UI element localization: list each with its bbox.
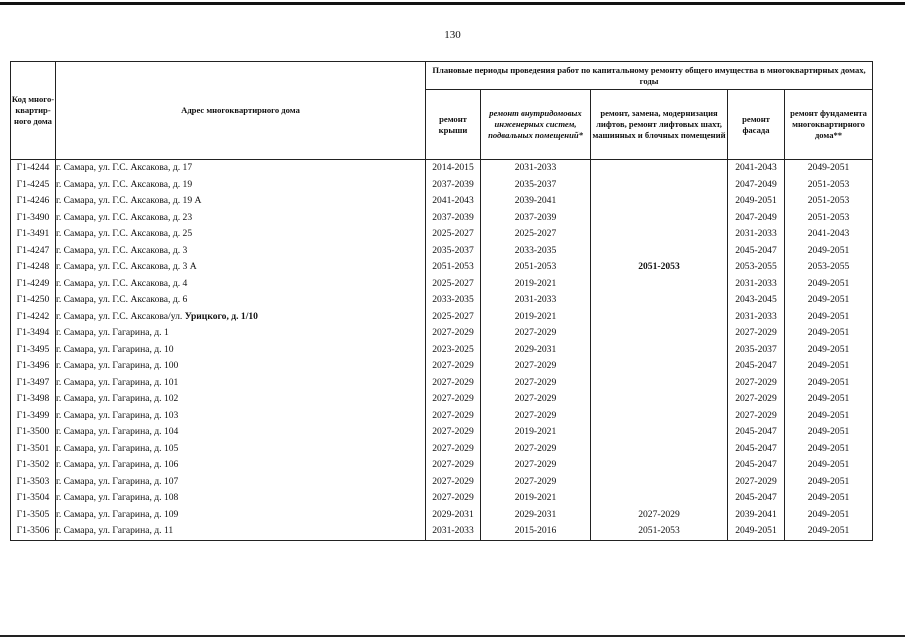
address-text: г. Самара, ул. Г.С. Аксакова, д. 3 xyxy=(56,244,188,256)
cell-code: Г1-4250 xyxy=(11,292,56,309)
table-row xyxy=(11,441,873,458)
cell-facade: 2049-2051 xyxy=(728,193,785,210)
cell-address xyxy=(56,226,426,243)
cell-systems: 2015-2016 xyxy=(481,523,591,540)
cell-lifts xyxy=(591,226,728,243)
cell-roof: 2027-2029 xyxy=(426,424,481,441)
table-row xyxy=(11,358,873,375)
address-text: г. Самара, ул. Г.С. Аксакова, д. 3 А xyxy=(56,261,197,273)
cell-roof: 2025-2027 xyxy=(426,276,481,293)
cell-foundation: 2041-2043 xyxy=(785,226,873,243)
cell-roof: 2027-2029 xyxy=(426,441,481,458)
cell-code: Г1-3500 xyxy=(11,424,56,441)
table-row xyxy=(11,474,873,491)
cell-roof: 2027-2029 xyxy=(426,457,481,474)
cell-code: Г1-3501 xyxy=(11,441,56,458)
header-lifts: ремонт, замена, модернизация лифтов, ремонт лифтовых шахт, машинных и блочных помещений xyxy=(591,90,728,160)
cell-facade: 2027-2029 xyxy=(728,408,785,425)
cell-systems: 2027-2029 xyxy=(481,441,591,458)
cell-systems: 2027-2029 xyxy=(481,474,591,491)
cell-lifts xyxy=(591,391,728,408)
cell-address xyxy=(56,342,426,359)
cell-foundation: 2049-2051 xyxy=(785,375,873,392)
cell-address xyxy=(56,243,426,260)
address-text: г. Самара, ул. Г.С. Аксакова, д. 17 xyxy=(56,162,193,174)
address-text: г. Самара, ул. Г.С. Аксакова, д. 19 xyxy=(56,178,193,190)
cell-lifts xyxy=(591,408,728,425)
cell-facade: 2053-2055 xyxy=(728,259,785,276)
cell-lifts xyxy=(591,474,728,491)
table-row xyxy=(11,193,873,210)
cell-address xyxy=(56,276,426,293)
cell-lifts xyxy=(591,358,728,375)
cell-code: Г1-3497 xyxy=(11,375,56,392)
cell-code: Г1-3498 xyxy=(11,391,56,408)
cell-lifts xyxy=(591,193,728,210)
cell-lifts xyxy=(591,424,728,441)
table-row xyxy=(11,375,873,392)
cell-roof: 2051-2053 xyxy=(426,259,481,276)
address-text: г. Самара, ул. Г.С. Аксакова/ул. xyxy=(56,310,185,322)
cell-address xyxy=(56,160,426,177)
header-roof: ремонт крыши xyxy=(426,90,481,160)
cell-code: Г1-3491 xyxy=(11,226,56,243)
cell-code: Г1-3505 xyxy=(11,507,56,524)
cell-roof: 2041-2043 xyxy=(426,193,481,210)
cell-lifts xyxy=(591,210,728,227)
table-row xyxy=(11,309,873,326)
cell-foundation: 2049-2051 xyxy=(785,441,873,458)
cell-roof: 2029-2031 xyxy=(426,507,481,524)
cell-address xyxy=(56,210,426,227)
address-text: г. Самара, ул. Гагарина, д. 103 xyxy=(56,409,179,421)
table-row xyxy=(11,424,873,441)
cell-foundation: 2049-2051 xyxy=(785,342,873,359)
table-row xyxy=(11,210,873,227)
cell-lifts: 2027-2029 xyxy=(591,507,728,524)
address-text: г. Самара, ул. Г.С. Аксакова, д. 23 xyxy=(56,211,193,223)
cell-foundation: 2049-2051 xyxy=(785,292,873,309)
cell-foundation: 2049-2051 xyxy=(785,408,873,425)
cell-address xyxy=(56,375,426,392)
cell-facade: 2031-2033 xyxy=(728,276,785,293)
cell-roof: 2037-2039 xyxy=(426,210,481,227)
cell-foundation: 2051-2053 xyxy=(785,193,873,210)
cell-facade: 2027-2029 xyxy=(728,474,785,491)
cell-address xyxy=(56,309,426,326)
cell-roof: 2014-2015 xyxy=(426,160,481,177)
cell-foundation: 2049-2051 xyxy=(785,490,873,507)
address-text: г. Самара, ул. Гагарина, д. 104 xyxy=(56,426,179,438)
cell-facade: 2045-2047 xyxy=(728,358,785,375)
cell-address xyxy=(56,457,426,474)
cell-code: Г1-3499 xyxy=(11,408,56,425)
cell-roof: 2027-2029 xyxy=(426,490,481,507)
header-address: Адрес многоквартирного дома xyxy=(56,62,426,160)
cell-roof: 2037-2039 xyxy=(426,177,481,194)
table-row xyxy=(11,408,873,425)
table-row xyxy=(11,325,873,342)
cell-facade: 2041-2043 xyxy=(728,160,785,177)
cell-code: Г1-3502 xyxy=(11,457,56,474)
cell-lifts xyxy=(591,457,728,474)
cell-lifts xyxy=(591,177,728,194)
cell-systems: 2027-2029 xyxy=(481,457,591,474)
cell-facade: 2039-2041 xyxy=(728,507,785,524)
cell-address xyxy=(56,507,426,524)
address-text: г. Самара, ул. Г.С. Аксакова, д. 6 xyxy=(56,294,188,306)
cell-code: Г1-3503 xyxy=(11,474,56,491)
cell-address xyxy=(56,292,426,309)
cell-foundation: 2049-2051 xyxy=(785,243,873,260)
cell-lifts xyxy=(591,342,728,359)
address-text: г. Самара, ул. Гагарина, д. 105 xyxy=(56,442,179,454)
table-row xyxy=(11,276,873,293)
cell-facade: 2027-2029 xyxy=(728,375,785,392)
cell-systems: 2035-2037 xyxy=(481,177,591,194)
cell-lifts xyxy=(591,375,728,392)
header-code: Код много-квартир-ного дома xyxy=(11,62,56,160)
cell-systems: 2039-2041 xyxy=(481,193,591,210)
header-group: Плановые периоды проведения работ по капитальному ремонту общего имущества в многоквартирных домах, годы xyxy=(426,62,873,90)
cell-code: Г1-4245 xyxy=(11,177,56,194)
cell-code: Г1-4246 xyxy=(11,193,56,210)
cell-foundation: 2049-2051 xyxy=(785,358,873,375)
cell-systems: 2027-2029 xyxy=(481,358,591,375)
address-text: г. Самара, ул. Гагарина, д. 109 xyxy=(56,508,179,520)
cell-lifts: 2051-2053 xyxy=(591,523,728,540)
header-facade: ремонт фасада xyxy=(728,90,785,160)
cell-systems: 2037-2039 xyxy=(481,210,591,227)
address-text: г. Самара, ул. Г.С. Аксакова, д. 4 xyxy=(56,277,188,289)
address-text: г. Самара, ул. Гагарина, д. 102 xyxy=(56,393,179,405)
cell-roof: 2025-2027 xyxy=(426,309,481,326)
header-systems: ремонт внутридомовых инженерных систем, подвальных помещений* xyxy=(481,90,591,160)
top-rule xyxy=(0,2,905,5)
cell-code: Г1-4242 xyxy=(11,309,56,326)
cell-facade: 2045-2047 xyxy=(728,490,785,507)
address-text: г. Самара, ул. Г.С. Аксакова, д. 25 xyxy=(56,228,193,240)
cell-roof: 2025-2027 xyxy=(426,226,481,243)
cell-facade: 2045-2047 xyxy=(728,424,785,441)
cell-code: Г1-3496 xyxy=(11,358,56,375)
address-text: г. Самара, ул. Гагарина, д. 108 xyxy=(56,492,179,504)
cell-roof: 2031-2033 xyxy=(426,523,481,540)
cell-code: Г1-3506 xyxy=(11,523,56,540)
address-text: г. Самара, ул. Гагарина, д. 101 xyxy=(56,376,179,388)
cell-facade: 2045-2047 xyxy=(728,457,785,474)
cell-lifts: 2051-2053 xyxy=(591,259,728,276)
cell-address xyxy=(56,358,426,375)
cell-lifts xyxy=(591,441,728,458)
cell-address xyxy=(56,325,426,342)
cell-address xyxy=(56,391,426,408)
cell-foundation: 2049-2051 xyxy=(785,457,873,474)
table-row xyxy=(11,177,873,194)
cell-roof: 2023-2025 xyxy=(426,342,481,359)
cell-systems: 2019-2021 xyxy=(481,276,591,293)
cell-facade: 2045-2047 xyxy=(728,243,785,260)
table-row xyxy=(11,507,873,524)
address-text: г. Самара, ул. Гагарина, д. 1 xyxy=(56,327,169,339)
cell-lifts xyxy=(591,243,728,260)
cell-address xyxy=(56,193,426,210)
cell-facade: 2047-2049 xyxy=(728,210,785,227)
cell-systems: 2027-2029 xyxy=(481,391,591,408)
cell-code: Г1-3490 xyxy=(11,210,56,227)
table-row xyxy=(11,457,873,474)
cell-roof: 2027-2029 xyxy=(426,358,481,375)
cell-lifts xyxy=(591,309,728,326)
cell-facade: 2027-2029 xyxy=(728,391,785,408)
cell-facade: 2027-2029 xyxy=(728,325,785,342)
cell-address xyxy=(56,441,426,458)
cell-address xyxy=(56,259,426,276)
cell-foundation: 2049-2051 xyxy=(785,309,873,326)
cell-lifts xyxy=(591,160,728,177)
cell-foundation: 2049-2051 xyxy=(785,424,873,441)
address-text: г. Самара, ул. Гагарина, д. 10 xyxy=(56,343,174,355)
cell-lifts xyxy=(591,490,728,507)
cell-roof: 2027-2029 xyxy=(426,391,481,408)
table-row xyxy=(11,523,873,540)
cell-systems: 2033-2035 xyxy=(481,243,591,260)
cell-facade: 2045-2047 xyxy=(728,441,785,458)
cell-systems: 2031-2033 xyxy=(481,292,591,309)
table-row xyxy=(11,490,873,507)
cell-foundation: 2051-2053 xyxy=(785,210,873,227)
cell-foundation: 2049-2051 xyxy=(785,276,873,293)
table-row xyxy=(11,226,873,243)
cell-foundation: 2053-2055 xyxy=(785,259,873,276)
address-text: г. Самара, ул. Гагарина, д. 106 xyxy=(56,459,179,471)
address-text: г. Самара, ул. Гагарина, д. 100 xyxy=(56,360,179,372)
cell-code: Г1-3495 xyxy=(11,342,56,359)
cell-foundation: 2049-2051 xyxy=(785,474,873,491)
cell-roof: 2027-2029 xyxy=(426,408,481,425)
table-row xyxy=(11,342,873,359)
cell-address xyxy=(56,474,426,491)
cell-facade: 2031-2033 xyxy=(728,309,785,326)
cell-foundation: 2049-2051 xyxy=(785,391,873,408)
table-row xyxy=(11,259,873,276)
cell-systems: 2025-2027 xyxy=(481,226,591,243)
cell-code: Г1-3494 xyxy=(11,325,56,342)
cell-facade: 2035-2037 xyxy=(728,342,785,359)
cell-systems: 2027-2029 xyxy=(481,325,591,342)
cell-lifts xyxy=(591,325,728,342)
capital-repair-table xyxy=(10,61,873,541)
cell-roof: 2033-2035 xyxy=(426,292,481,309)
cell-systems: 2031-2033 xyxy=(481,160,591,177)
cell-systems: 2029-2031 xyxy=(481,507,591,524)
cell-systems: 2019-2021 xyxy=(481,424,591,441)
cell-code: Г1-4244 xyxy=(11,160,56,177)
page-number: 130 xyxy=(444,29,461,41)
address-text: г. Самара, ул. Гагарина, д. 107 xyxy=(56,475,179,487)
cell-systems: 2027-2029 xyxy=(481,375,591,392)
cell-code: Г1-4247 xyxy=(11,243,56,260)
table-body xyxy=(11,160,873,541)
bottom-rule xyxy=(0,635,905,637)
cell-code: Г1-3504 xyxy=(11,490,56,507)
address-text: г. Самара, ул. Г.С. Аксакова, д. 19 А xyxy=(56,195,202,207)
table-row xyxy=(11,292,873,309)
cell-systems: 2051-2053 xyxy=(481,259,591,276)
cell-facade: 2043-2045 xyxy=(728,292,785,309)
cell-code: Г1-4248 xyxy=(11,259,56,276)
cell-roof: 2027-2029 xyxy=(426,474,481,491)
address-text: г. Самара, ул. Гагарина, д. 11 xyxy=(56,525,174,537)
cell-address xyxy=(56,408,426,425)
cell-foundation: 2049-2051 xyxy=(785,325,873,342)
address-text-bold: Урицкого, д. 1/10 xyxy=(184,310,258,322)
cell-facade: 2049-2051 xyxy=(728,523,785,540)
header-foundation: ремонт фундамента многоквартирного дома** xyxy=(785,90,873,160)
table-row xyxy=(11,160,873,177)
cell-foundation: 2051-2053 xyxy=(785,177,873,194)
cell-systems: 2019-2021 xyxy=(481,309,591,326)
cell-roof: 2027-2029 xyxy=(426,375,481,392)
cell-address xyxy=(56,490,426,507)
cell-systems: 2019-2021 xyxy=(481,490,591,507)
cell-address xyxy=(56,177,426,194)
cell-facade: 2047-2049 xyxy=(728,177,785,194)
cell-roof: 2035-2037 xyxy=(426,243,481,260)
cell-foundation: 2049-2051 xyxy=(785,523,873,540)
cell-facade: 2031-2033 xyxy=(728,226,785,243)
cell-systems: 2029-2031 xyxy=(481,342,591,359)
cell-roof: 2027-2029 xyxy=(426,325,481,342)
table-row xyxy=(11,243,873,260)
cell-lifts xyxy=(591,292,728,309)
cell-address xyxy=(56,523,426,540)
cell-code: Г1-4249 xyxy=(11,276,56,293)
cell-foundation: 2049-2051 xyxy=(785,160,873,177)
cell-systems: 2027-2029 xyxy=(481,408,591,425)
table-row xyxy=(11,391,873,408)
cell-lifts xyxy=(591,276,728,293)
cell-address xyxy=(56,424,426,441)
cell-foundation: 2049-2051 xyxy=(785,507,873,524)
